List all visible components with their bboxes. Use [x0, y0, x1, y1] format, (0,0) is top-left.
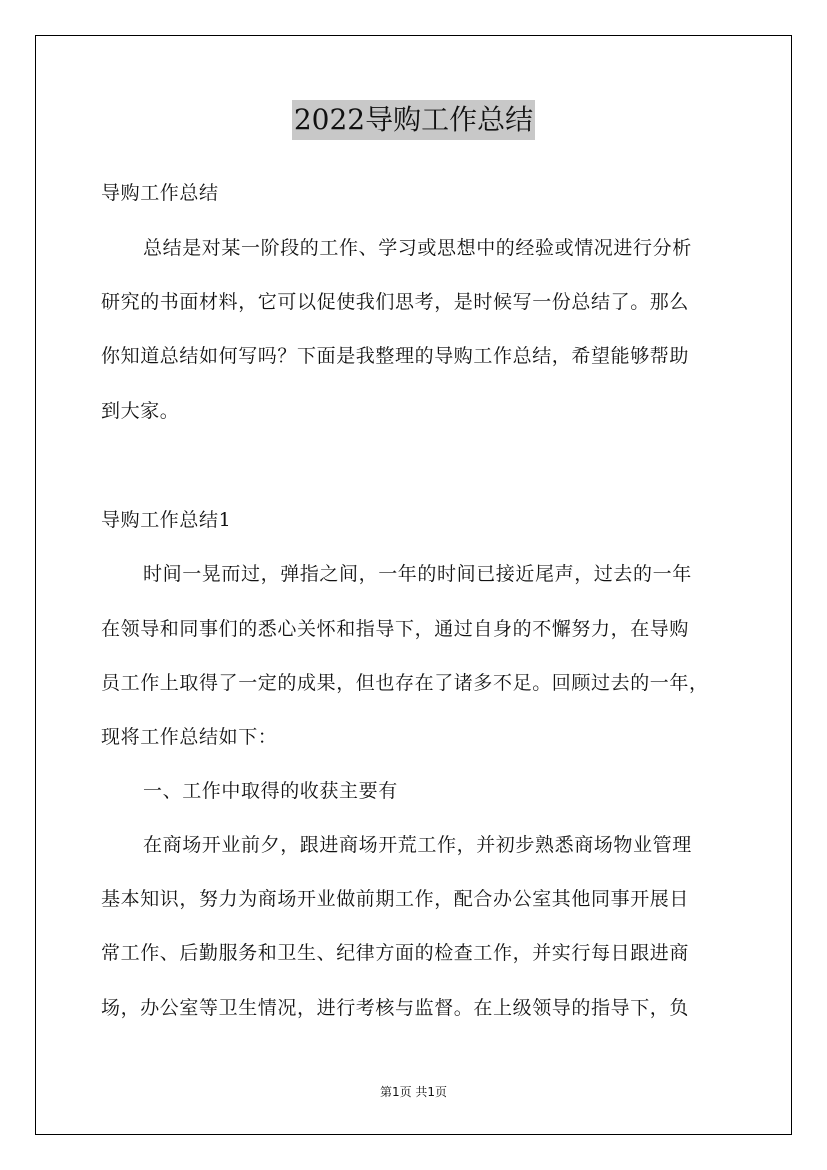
paragraph-line: 时间一晃而过，弹指之间，一年的时间已接近尾声，过去的一年 [143, 563, 692, 585]
section-heading: 导购工作总结1 [101, 509, 232, 531]
paragraph-line: 在商场开业前夕，跟进商场开荒工作，并初步熟悉商场物业管理 [143, 834, 692, 856]
document-title: 2022导购工作总结 [292, 100, 535, 140]
section-heading: 导购工作总结 [101, 182, 219, 204]
paragraph-line: 常工作、后勤服务和卫生、纪律方面的检查工作，并实行每日跟进商 [101, 942, 690, 964]
paragraph-line: 你知道总结如何写吗？下面是我整理的导购工作总结，希望能够帮助 [101, 345, 690, 367]
paragraph-line: 到大家。 [101, 400, 180, 422]
paragraph-line: 基本知识，努力为商场开业做前期工作，配合办公室其他同事开展日 [101, 888, 690, 910]
paragraph-line: 现将工作总结如下： [101, 726, 278, 748]
page-footer: 第1页 共1页 [379, 1085, 448, 1099]
paragraph-line: 员工作上取得了一定的成果，但也存在了诸多不足。回顾过去的一年， [101, 672, 709, 694]
paragraph-line: 总结是对某一阶段的工作、学习或思想中的经验或情况进行分析 [143, 237, 692, 259]
subheading: 一、工作中取得的收获主要有 [143, 780, 398, 802]
paragraph-line: 场，办公室等卫生情况，进行考核与监督。在上级领导的指导下，负 [101, 997, 690, 1019]
title-container [0, 100, 827, 140]
paragraph-line: 在领导和同事们的悉心关怀和指导下，通过自身的不懈努力，在导购 [101, 618, 690, 640]
paragraph-line: 研究的书面材料，它可以促使我们思考，是时候写一份总结了。那么 [101, 291, 690, 313]
